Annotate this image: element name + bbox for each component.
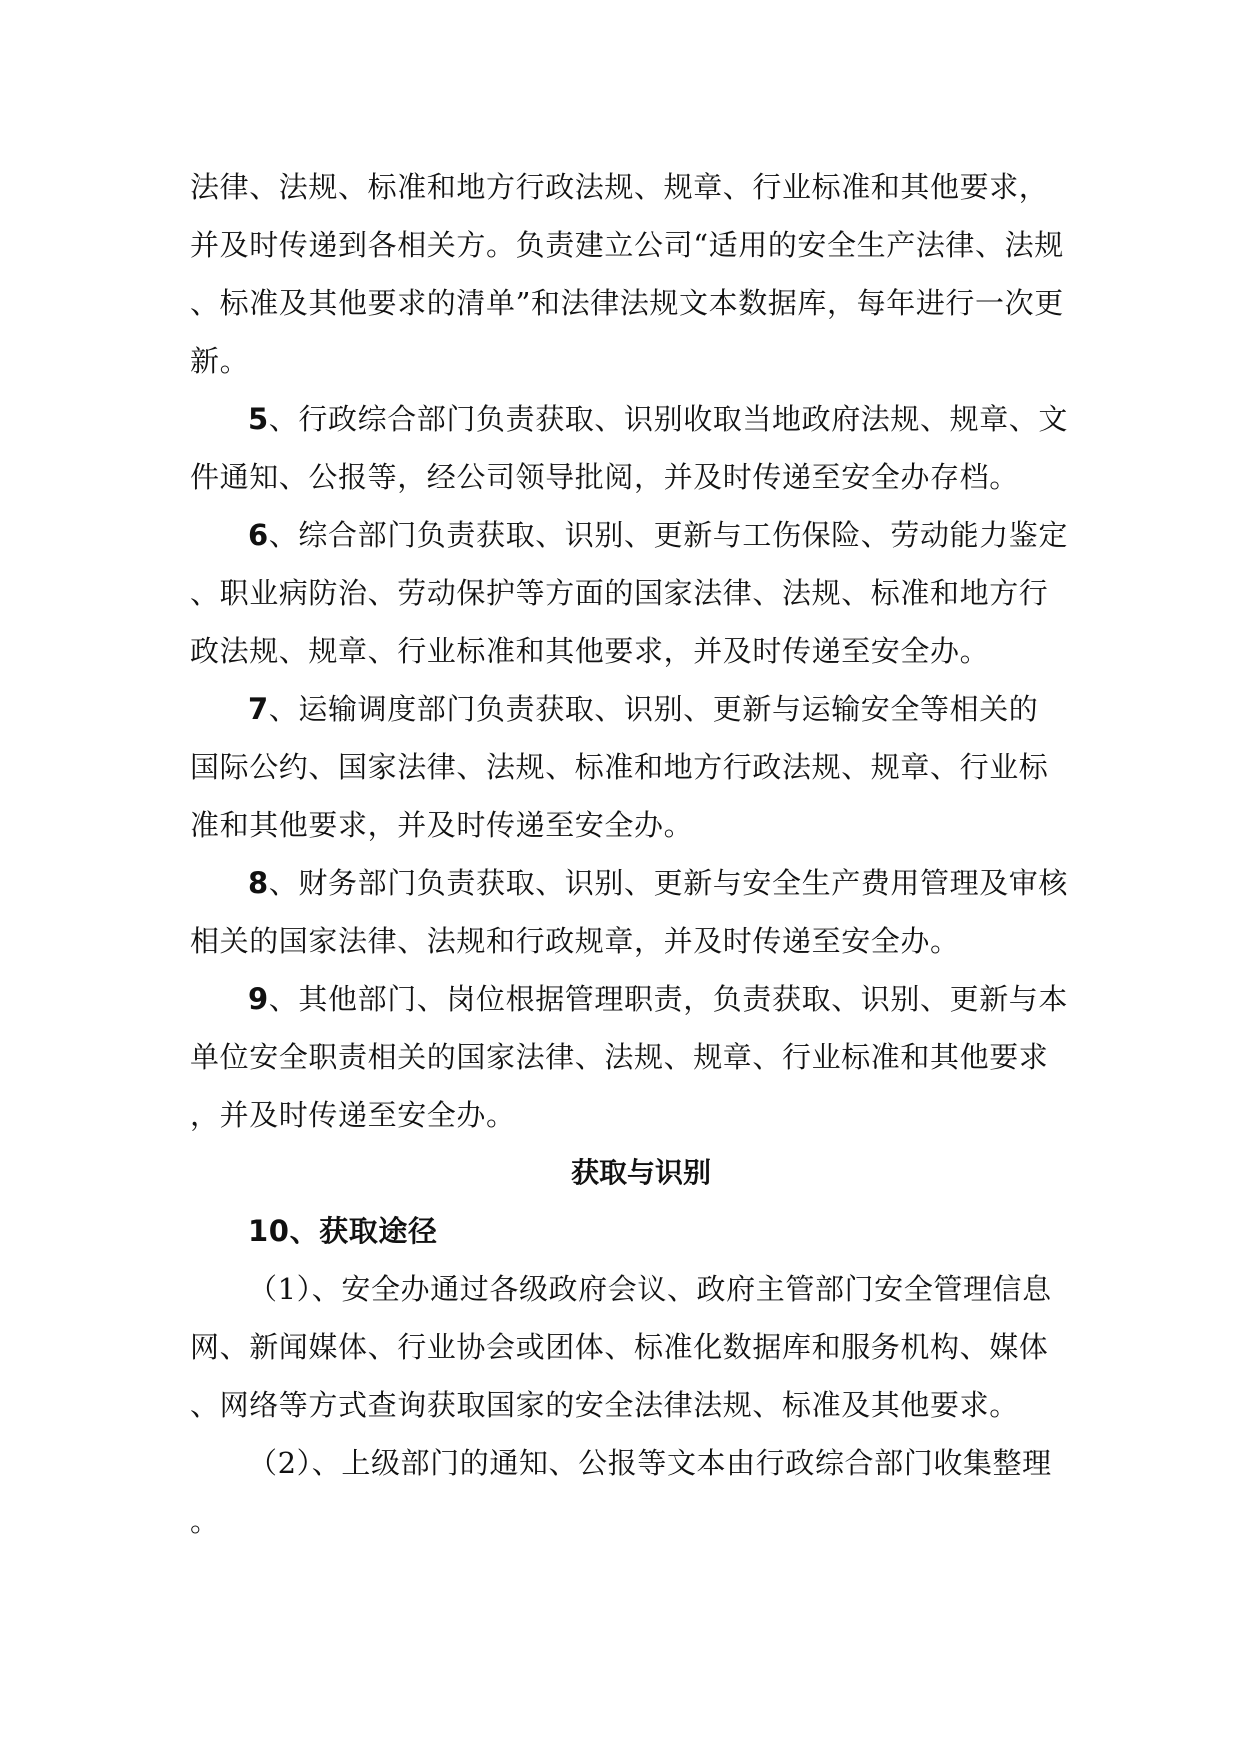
text-line: 、标准及其他要求的清单”和法律法规文本数据库，每年进行一次更 bbox=[190, 286, 1064, 320]
text-line bbox=[190, 390, 1068, 448]
item-number: 9 bbox=[248, 982, 269, 1016]
item-text: 运输调度部门负责获取、识别、更新与运输安全等相关的 bbox=[298, 692, 1039, 726]
text-line: 政法规、规章、行业标准和其他要求，并及时传递至安全办。 bbox=[190, 634, 990, 668]
text-line: （2）、上级部门的通知、公报等文本由行政综合部门收集整理 bbox=[248, 1446, 1052, 1480]
text-line: 法律、法规、标准和地方行政法规、规章、行业标准和其他要求， bbox=[190, 170, 1049, 204]
text-line bbox=[190, 854, 1068, 912]
item-separator: 、 bbox=[268, 402, 299, 436]
item-number: 7 bbox=[248, 692, 269, 726]
text-line: 单位安全职责相关的国家法律、法规、规章、行业标准和其他要求 bbox=[190, 1040, 1049, 1074]
item-number: 6 bbox=[248, 518, 269, 552]
item-text: 财务部门负责获取、识别、更新与安全生产费用管理及审核 bbox=[298, 866, 1068, 900]
text-line: （1）、安全办通过各级政府会议、政府主管部门安全管理信息 bbox=[248, 1272, 1052, 1306]
text-line bbox=[190, 680, 1052, 738]
text-line: 新。 bbox=[190, 344, 250, 378]
text-line: 并及时传递到各相关方。负责建立公司“适用的安全生产法律、法规 bbox=[190, 228, 1064, 262]
item-title: 、获取途径 bbox=[289, 1214, 438, 1248]
item-text: 行政综合部门负责获取、识别收取当地政府法规、规章、文 bbox=[298, 402, 1068, 436]
item-text: 综合部门负责获取、识别、更新与工伤保险、劳动能力鉴定 bbox=[298, 518, 1068, 552]
text-line: ，并及时传递至安全办。 bbox=[190, 1098, 516, 1132]
item-text: 其他部门、岗位根据管理职责，负责获取、识别、更新与本 bbox=[298, 982, 1068, 1016]
text-line bbox=[190, 970, 1068, 1028]
item-separator: 、 bbox=[268, 692, 299, 726]
text-line: 相关的国家法律、法规和行政规章，并及时传递至安全办。 bbox=[190, 924, 960, 958]
item-separator: 、 bbox=[268, 982, 299, 1016]
text-line: 、网络等方式查询获取国家的安全法律法规、标准及其他要求。 bbox=[190, 1388, 1019, 1422]
text-line: 准和其他要求，并及时传递至安全办。 bbox=[190, 808, 694, 842]
list-item-5 bbox=[190, 390, 1068, 506]
text-line: 件通知、公报等，经公司领导批阅，并及时传递至安全办存档。 bbox=[190, 460, 1019, 494]
text-line bbox=[190, 506, 1068, 564]
paragraph-intro bbox=[190, 158, 1064, 390]
list-item-9 bbox=[190, 970, 1068, 1144]
text-line: 国际公约、国家法律、法规、标准和地方行政法规、规章、行业标 bbox=[190, 750, 1049, 784]
item-number: 10 bbox=[248, 1214, 290, 1248]
document-body bbox=[190, 158, 1068, 1550]
list-item-6 bbox=[190, 506, 1068, 680]
item-number: 5 bbox=[248, 402, 269, 436]
text-line: 网、新闻媒体、行业协会或团体、标准化数据库和服务机构、媒体 bbox=[190, 1330, 1049, 1364]
subsection-heading bbox=[190, 1202, 1052, 1260]
item-separator: 、 bbox=[268, 866, 299, 900]
list-item-7 bbox=[190, 680, 1052, 854]
text-line: 、职业病防治、劳动保护等方面的国家法律、法规、标准和地方行 bbox=[190, 576, 1049, 610]
sub-item-2 bbox=[190, 1434, 1052, 1550]
text-line: 。 bbox=[190, 1504, 220, 1538]
section-heading: 获取与识别 bbox=[570, 1156, 711, 1189]
item-number: 8 bbox=[248, 866, 269, 900]
sub-item-1 bbox=[190, 1260, 1052, 1434]
item-separator: 、 bbox=[268, 518, 299, 552]
list-item-8 bbox=[190, 854, 1068, 970]
